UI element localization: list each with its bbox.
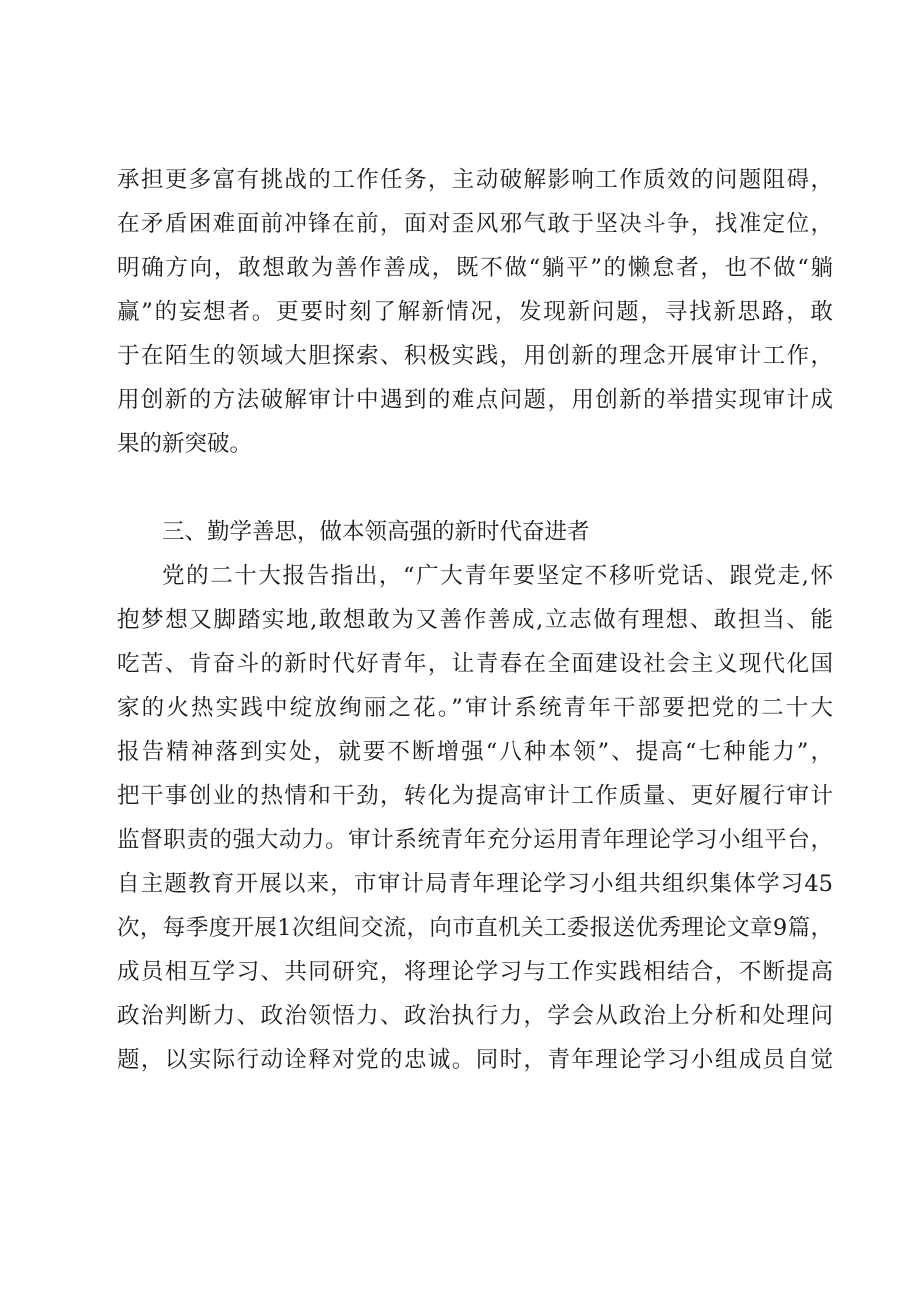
paragraph-2-line: 自主题教育开展以来，市审计局青年理论学习小组共组织集体学习45 <box>117 871 833 897</box>
paragraph-2 <box>117 554 833 1082</box>
paragraph-2-line: 把干事创业的热情和干劲，转化为提高审计工作质量、更好履行审计 <box>117 783 833 809</box>
paragraph-1-line: 明确方向，敢想敢为善作善成，既不做“躺平”的懒怠者，也不做“躺 <box>117 255 833 281</box>
paragraph-1-line: 于在陌生的领域大胆探索、积极实践，用创新的理念开展审计工作， <box>117 343 833 369</box>
paragraph-2-line: 报告精神落到实处，就要不断增强“八种本领”、提高“七种能力”， <box>117 739 833 765</box>
paragraph-2-line: 党的二十大报告指出，“广大青年要坚定不移听党话、跟党走,怀 <box>162 563 833 589</box>
paragraph-2-line: 抱梦想又脚踏实地,敢想敢为又善作善成,立志做有理想、敢担当、能 <box>117 607 833 633</box>
paragraph-2-line: 题，以实际行动诠释对党的忠诚。同时，青年理论学习小组成员自觉 <box>117 1047 833 1073</box>
paragraph-2-line: 成员相互学习、共同研究，将理论学习与工作实践相结合，不断提高 <box>117 959 833 985</box>
paragraph-1-line: 果的新突破。 <box>117 431 253 457</box>
paragraph-1-line: 用创新的方法破解审计中遇到的难点问题，用创新的举措实现审计成 <box>117 387 833 413</box>
paragraph-1-line: 在矛盾困难面前冲锋在前，面对歪风邪气敢于坚决斗争，找准定位， <box>117 211 833 237</box>
paragraph-1-line: 赢”的妄想者。更要时刻了解新情况，发现新问题，寻找新思路，敢 <box>117 299 833 325</box>
paragraph-2-line: 监督职责的强大动力。审计系统青年充分运用青年理论学习小组平台， <box>117 827 833 853</box>
paragraph-1 <box>117 158 833 466</box>
paragraph-1-line: 承担更多富有挑战的工作任务，主动破解影响工作质效的问题阻碍， <box>117 167 833 193</box>
paragraph-2-line: 次，每季度开展1次组间交流，向市直机关工委报送优秀理论文章9篇， <box>117 915 833 941</box>
section-heading <box>162 510 833 554</box>
section-heading-text: 三、勤学善思，做本领高强的新时代奋进者 <box>162 519 590 545</box>
paragraph-2-line: 家的火热实践中绽放绚丽之花。”审计系统青年干部要把党的二十大 <box>117 695 833 721</box>
paragraph-2-line: 政治判断力、政治领悟力、政治执行力，学会从政治上分析和处理问 <box>117 1003 833 1029</box>
paragraph-2-line: 吃苦、肯奋斗的新时代好青年，让青春在全面建设社会主义现代化国 <box>117 651 833 677</box>
